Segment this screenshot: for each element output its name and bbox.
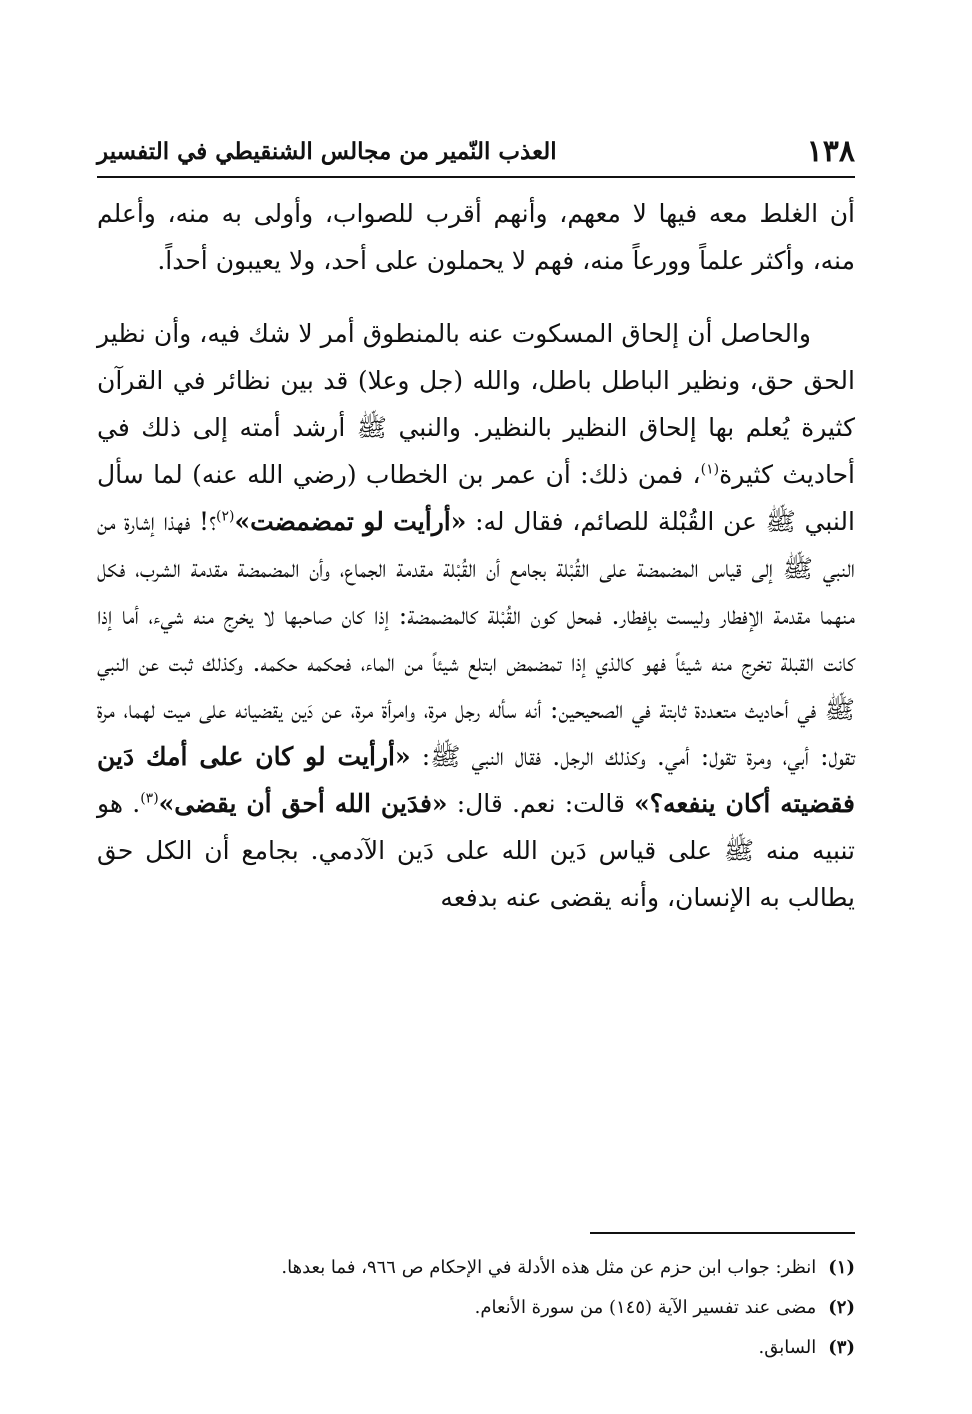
footnote-2 [117, 1288, 855, 1328]
page-header [97, 122, 855, 172]
footnote-text: انظر: جواب ابن حزم عن مثل هذه الأدلة في الإحكام ص ٩٦٦، فما بعدها. [281, 1257, 817, 1278]
paragraph-2 [97, 310, 855, 921]
footnote-text: السابق. [758, 1337, 817, 1358]
paragraph-2-segment-3: ؟! فهذا إشارة من النبي ﷺ إلى قياس المضمضة على القُبْلة بجامع أن القُبْلة مقدمة الجماع، وأن المضمضة مقدمة الشرب، فكل منهما مقدمة الإفطار وليست بإفطار. فمحل كون القُبْلة كالمضمضة: إذا كان صاحبها لا يخرج منه شيء، أما إذا كانت القبلة تخرج منه شيئاً فهو كالذي إذا تمضمض ابتلع شيئاً من الماء، فحكمه حكمه. وكذلك ثبت عن النبي ﷺ في أحاديث متعددة ثابتة في الصحيحين: أنه سأله رجل مرة، وامرأة مرة، عن دَين يقضيانه على ميت لهما، مرة تقول: أبي، ومرة تقول: أمي. وكذلك الرجل. فقال النبي ﷺ: [97, 507, 855, 771]
footnotes [117, 1248, 855, 1368]
header-rule [97, 176, 855, 178]
paragraph-gap [97, 284, 855, 310]
footnote-number: (٢) [828, 1297, 855, 1318]
hadith-quote-3: «فدَين الله أحق أن يقضى» [158, 789, 448, 818]
paragraph-2-segment-1: والحاصل أن إلحاق المسكوت عنه بالمنطوق أمر لا شك فيه، وأن نظير الحق حق، ونظير الباطل باطل، والله (جل وعلا) قد بين نظائر في القرآن كثيرة يُعلم بها إلحاق النظير بالنظير. والنبي ﷺ أرشد أمته إلى ذلك في أحاديث كثيرة [97, 319, 855, 489]
hadith-quote-2: «أرأيت لو كان على أمك دَين فقضيته أكان ينفعه؟» [97, 742, 855, 818]
paragraph-1: أن الغلط معه فيها لا معهم، وأنهم أقرب للصواب، وأولى به منه، وأعلم منه، وأكثر علماً وورعاً منه، فهم لا يحملون على أحد، ولا يعيبون أحداً. [97, 199, 855, 275]
footnote-1 [117, 1248, 855, 1288]
paragraph-2-segment-4: قالت: نعم. قال: [447, 789, 635, 818]
footnote-ref-1: (١) [700, 461, 720, 478]
page-number: ١٣٨ [806, 134, 855, 169]
footnote-number: (٣) [828, 1337, 855, 1358]
footnote-text: مضى عند تفسير الآية (١٤٥) من سورة الأنعام. [474, 1297, 817, 1318]
running-title: العذب النّمير من مجالس الشنقيطي في التفسير [97, 138, 557, 165]
footnote-3 [117, 1328, 855, 1368]
footnote-number: (١) [828, 1257, 855, 1278]
footnote-ref-2: (٢) [215, 508, 235, 525]
footnote-rule [590, 1232, 855, 1234]
paragraph-2-segment-2: ، فمن ذلك: أن عمر بن الخطاب (رضي الله عنه) لما سأل النبي ﷺ عن القُبْلة للصائم، فقال له: [97, 460, 855, 536]
hadith-quote-1: «أرأيت لو تمضمضت» [234, 507, 467, 536]
footnote-ref-3: (٣) [140, 790, 159, 807]
body-text [97, 190, 855, 921]
paragraph-2-segment-5: . هو تنبيه منه ﷺ على قياس دَين الله على دَين الآدمي. بجامع أن الكل حق يطالب به الإنسان، وأنه يقضى عنه بدفعه [97, 789, 855, 912]
